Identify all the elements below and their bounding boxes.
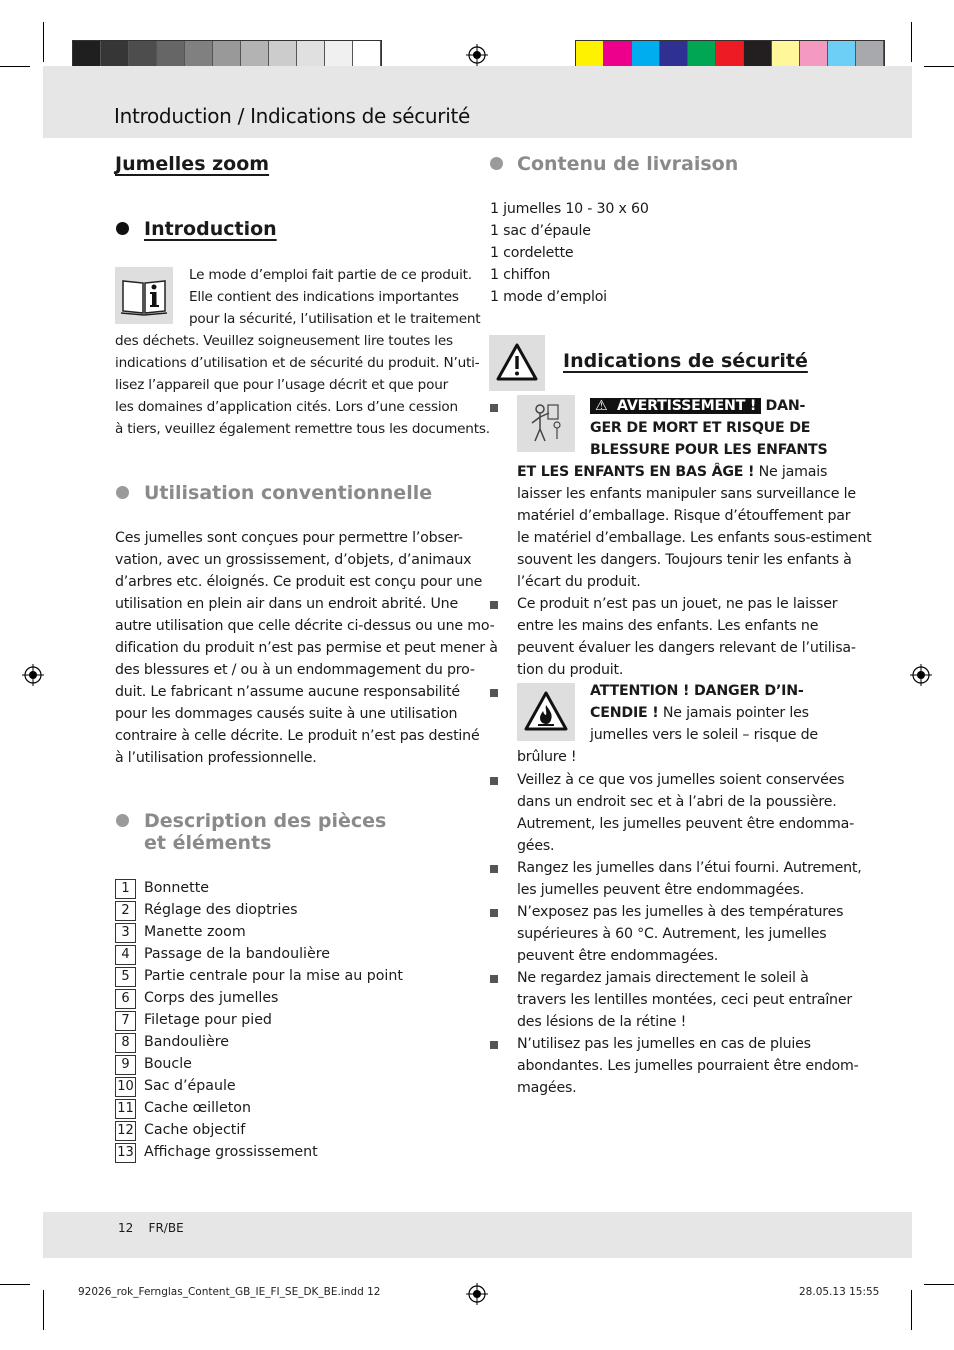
list-square (490, 689, 498, 697)
color-swatch (129, 41, 157, 69)
paragraph-line: N’utilisez pas les jumelles en cas de pluies (517, 1036, 811, 1052)
warning-1-body (517, 483, 872, 593)
part-label: Partie centrale pour la mise au point (144, 968, 403, 984)
part-row (115, 987, 515, 1008)
paragraph-line: supérieures à 60 °C. Autrement, les jumelles (517, 926, 827, 942)
part-label: Affichage grossissement (144, 1144, 318, 1160)
warning-1-bold: ET LES ENFANTS EN BAS ÂGE ! (517, 464, 755, 480)
color-swatch (73, 41, 101, 69)
description-heading (144, 810, 386, 854)
color-swatch (660, 41, 688, 69)
paragraph-line: les domaines d’application cités. Lors d’une cession (115, 399, 458, 415)
paragraph-line: Ce produit n’est pas un jouet, ne pas le laisser (517, 596, 838, 612)
warning-3-text (517, 680, 847, 768)
part-number: 1 (115, 879, 136, 899)
warning-7-text (517, 967, 852, 1033)
warning-4-text (517, 769, 854, 857)
paragraph-line: tion du produit. (517, 662, 624, 678)
registration-mark-icon (910, 664, 932, 686)
footer-band (43, 1212, 912, 1258)
description-heading-line1: Description des pièces (144, 810, 387, 832)
warning-3-bold: ATTENTION ! DANGER D’IN- (590, 683, 804, 699)
paragraph-line: Ces jumelles sont conçues pour permettre l’obser- (115, 530, 463, 546)
part-label: Manette zoom (144, 924, 246, 940)
paragraph-line: Veillez à ce que vos jumelles soient conservées (517, 772, 845, 788)
crop-mark (0, 66, 30, 67)
warning-1-bold: DAN- (765, 398, 806, 414)
warning-3-bold: CENDIE ! (590, 705, 659, 721)
page-number: 12 (118, 1221, 134, 1235)
color-swatch (716, 41, 744, 69)
footer-page-info (118, 1221, 184, 1235)
color-swatch (269, 41, 297, 69)
crop-mark (911, 1290, 912, 1330)
color-swatch (353, 41, 381, 69)
registration-mark-icon (466, 1283, 488, 1305)
registration-mark-icon (466, 44, 488, 66)
part-label: Corps des jumelles (144, 990, 279, 1006)
color-swatch (772, 41, 800, 69)
paragraph-line: laisser les enfants manipuler sans surveillance le (517, 486, 856, 502)
part-row (115, 921, 515, 942)
paragraph-line: le matériel d’emballage. Les enfants sous-estiment (517, 530, 872, 546)
color-swatch (744, 41, 772, 69)
color-swatch (828, 41, 856, 69)
warning-1-bold: GER DE MORT ET RISQUE DE (590, 420, 811, 436)
paragraph-line: à tiers, veuillez également remettre tous les documents. (115, 421, 490, 437)
warning-label: ⚠ AVERTISSEMENT ! (590, 398, 761, 414)
part-number: 6 (115, 989, 136, 1009)
color-swatch (800, 41, 828, 69)
color-swatch (688, 41, 716, 69)
part-row (115, 943, 515, 964)
warning-1-bold: BLESSURE POUR LES ENFANTS (590, 442, 828, 458)
paragraph-line: magées. (517, 1080, 577, 1096)
part-number: 2 (115, 901, 136, 921)
part-number: 4 (115, 945, 136, 965)
paragraph-line: N’exposez pas les jumelles à des températures (517, 904, 844, 920)
list-item: 1 chiffon (490, 267, 551, 283)
contenu-heading: Contenu de livraison (517, 153, 739, 175)
warning-1-text-part: Ne jamais (754, 464, 828, 480)
list-square (490, 404, 498, 412)
paragraph-line: d’arbres etc. éloignés. Ce produit est conçu pour une (115, 574, 483, 590)
section-bullet (116, 814, 129, 827)
section-bullet (490, 157, 503, 170)
paragraph-line: entre les mains des enfants. Les enfants ne (517, 618, 819, 634)
warning-5-text (517, 857, 862, 901)
warning-1-text (517, 395, 872, 593)
paragraph-line: à l’utilisation professionnelle. (115, 750, 317, 766)
slug-filename: 92026_rok_Fernglas_Content_GB_IE_FI_SE_DK_BE.indd 12 (78, 1286, 381, 1298)
manual-info-icon (115, 267, 173, 324)
paragraph-line: les jumelles peuvent être endommagées. (517, 882, 805, 898)
part-label: Cache œilleton (144, 1100, 251, 1116)
warning-8-text (517, 1033, 859, 1099)
paragraph-line: lisez l’appareil que pour l’usage décrit et que pour (115, 377, 449, 393)
introduction-text (115, 264, 490, 440)
part-number: 12 (115, 1121, 136, 1141)
description-heading-line2: et éléments (144, 832, 272, 854)
part-number: 11 (115, 1099, 136, 1119)
paragraph-line: des blessures et / ou à un endommagement du pro- (115, 662, 475, 678)
color-swatch (213, 41, 241, 69)
paragraph-line: Elle contient des indications importantes (189, 289, 459, 305)
part-number: 9 (115, 1055, 136, 1075)
paragraph-line: dans un endroit sec et à l’abri de la poussière. (517, 794, 837, 810)
locale-code: FR/BE (148, 1221, 184, 1235)
color-swatch (632, 41, 660, 69)
paragraph-line: matériel d’emballage. Risque d’étouffement par (517, 508, 851, 524)
crop-mark (911, 22, 912, 62)
color-swatch (157, 41, 185, 69)
part-number: 8 (115, 1033, 136, 1053)
paragraph-line: abondantes. Les jumelles pourraient être endom- (517, 1058, 859, 1074)
part-number: 5 (115, 967, 136, 987)
paragraph-line: Autrement, les jumelles peuvent être endomma- (517, 816, 855, 832)
part-label: Filetage pour pied (144, 1012, 272, 1028)
part-row (115, 1075, 515, 1096)
list-item: 1 cordelette (490, 245, 574, 261)
part-row (115, 1009, 515, 1030)
part-number: 13 (115, 1143, 136, 1163)
part-number: 3 (115, 923, 136, 943)
list-square (490, 909, 498, 917)
warning-2-text (517, 593, 856, 681)
section-bullet (116, 222, 129, 235)
page-title: Introduction / Indications de sécurité (114, 104, 471, 128)
paragraph-line: peuvent évaluer les dangers relevant de l’utilisa- (517, 640, 856, 656)
list-item: 1 mode d’emploi (490, 289, 607, 305)
part-label: Bandoulière (144, 1034, 229, 1050)
crop-mark (43, 1290, 44, 1330)
part-row (115, 1119, 515, 1140)
list-square (490, 1041, 498, 1049)
crop-mark (0, 1284, 30, 1285)
part-number: 7 (115, 1011, 136, 1031)
paragraph-line: pour la sécurité, l’utilisation et le traitement (189, 311, 481, 327)
color-swatch (241, 41, 269, 69)
paragraph-line: duit. Le fabricant n’assume aucune responsabilité (115, 684, 460, 700)
warning-triangle-icon (489, 335, 545, 391)
part-row (115, 965, 515, 986)
part-label: Réglage des dioptries (144, 902, 298, 918)
color-swatch (325, 41, 353, 69)
list-square (490, 865, 498, 873)
part-row (115, 877, 515, 898)
crop-mark (924, 66, 954, 67)
color-swatch (297, 41, 325, 69)
paragraph-line: gées. (517, 838, 555, 854)
paragraph-line: des lésions de la rétine ! (517, 1014, 687, 1030)
contenu-list (490, 198, 649, 308)
list-square (490, 975, 498, 983)
slug-date: 28.05.13 15:55 (799, 1286, 880, 1298)
paragraph-line: Ne regardez jamais directement le soleil à (517, 970, 809, 986)
part-row (115, 1097, 515, 1118)
paragraph-line: autre utilisation que celle décrite ci-dessus ou une mo- (115, 618, 495, 634)
paragraph-line: Rangez les jumelles dans l’étui fourni. Autrement, (517, 860, 862, 876)
paragraph-line: contraire à celle décrite. Le produit n’est pas destiné (115, 728, 480, 744)
crop-mark (43, 22, 44, 62)
part-row (115, 1031, 515, 1052)
registration-mark-icon (22, 664, 44, 686)
list-square (490, 777, 498, 785)
part-label: Sac d’épaule (144, 1078, 236, 1094)
introduction-heading: Introduction (144, 218, 277, 240)
securite-heading: Indications de sécurité (563, 350, 808, 372)
color-swatch (185, 41, 213, 69)
paragraph-line: vation, avec un grossissement, d’objets, d’animaux (115, 552, 472, 568)
warning-3-text-part: jumelles vers le soleil – risque de (590, 727, 818, 743)
paragraph-line: souvent les dangers. Toujours tenir les enfants à (517, 552, 852, 568)
paragraph-line: pour les dommages causés suite à une utilisation (115, 706, 458, 722)
part-label: Boucle (144, 1056, 192, 1072)
color-swatch (101, 41, 129, 69)
warning-3-text-part: brûlure ! (517, 749, 577, 765)
part-number: 10 (115, 1077, 136, 1097)
utilisation-heading: Utilisation conventionnelle (144, 482, 433, 504)
paragraph-line: Le mode d’emploi fait partie de ce produit. (189, 267, 472, 283)
section-bullet (116, 486, 129, 499)
part-row (115, 1053, 515, 1074)
warning-label-text: AVERTISSEMENT ! (617, 398, 757, 414)
warning-6-text (517, 901, 843, 967)
list-item: 1 jumelles 10 - 30 x 60 (490, 201, 649, 217)
crop-mark (924, 1284, 954, 1285)
list-square (490, 601, 498, 609)
product-title: Jumelles zoom (115, 153, 270, 175)
paragraph-line: l’écart du produit. (517, 574, 641, 590)
color-swatch (604, 41, 632, 69)
part-row (115, 899, 515, 920)
color-swatch (856, 41, 884, 69)
paragraph-line: indications d’utilisation et de sécurité du produit. N’uti- (115, 355, 480, 371)
paragraph-line: dification du produit n’est pas permise et peut mener à (115, 640, 498, 656)
warning-3-text-part: Ne jamais pointer les (658, 705, 809, 721)
list-item: 1 sac d’épaule (490, 223, 591, 239)
paragraph-line: des déchets. Veuillez soigneusement lire toutes les (115, 333, 453, 349)
color-swatch (576, 41, 604, 69)
utilisation-text (115, 527, 498, 769)
paragraph-line: peuvent être endommagées. (517, 948, 719, 964)
paragraph-line: utilisation en plein air dans un endroit abrité. Une (115, 596, 458, 612)
part-row (115, 1141, 515, 1162)
part-label: Bonnette (144, 880, 209, 896)
part-label: Cache objectif (144, 1122, 246, 1138)
part-label: Passage de la bandoulière (144, 946, 330, 962)
paragraph-line: travers les lentilles montées, ceci peut entraîner (517, 992, 853, 1008)
